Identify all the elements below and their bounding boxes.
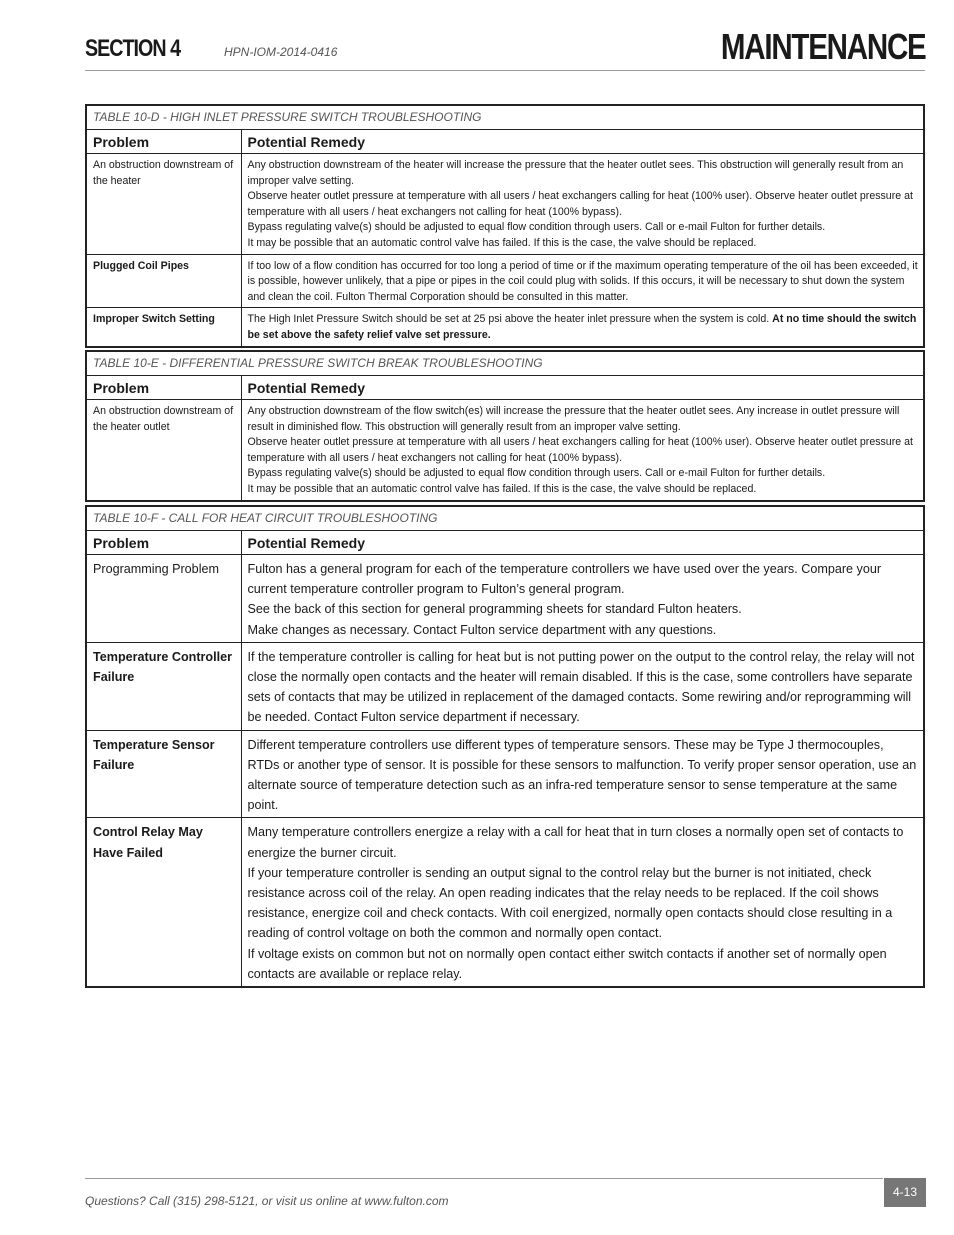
column-header-remedy: Potential Remedy [241,130,924,154]
problem-cell: Improper Switch Setting [86,308,241,347]
table-10e-differential-pressure [85,350,925,502]
table-caption: TABLE 10-F - CALL FOR HEAT CIRCUIT TROUBLESHOOTING [86,506,924,531]
remedy-paragraph: Observe heater outlet pressure at temperature with all users / heat exchangers calling for heat (100% user). Observe heater outlet pressure at temperature with all users / heat exchangers not calling for heat (100% bypass). [247,436,913,464]
table-row [86,254,924,308]
remedy-paragraph: If too low of a flow condition has occurred for too long a period of time or if the maximum operating temperature of the oil has been exceeded, it is possible, however unlikely, that a pipe or pipes in the coil could plug with solids. If this occurs, it will be necessary to shut down the system and clean the coil. Fulton Thermal Corporation should be consulted in this matter. [247,259,918,303]
remedy-cell [241,308,924,347]
problem-cell: Temperature Controller Failure [86,642,241,730]
remedy-cell [241,555,924,643]
table-10f-call-for-heat [85,505,925,988]
table-row [86,642,924,730]
remedy-cell [241,400,924,501]
chapter-title: MAINTENANCE [720,26,925,67]
problem-cell: An obstruction downstream of the heater [86,154,241,255]
remedy-paragraph: If your temperature controller is sending an output signal to the control relay but the burner is not initiated, check resistance across coil of the relay. An open reading indicates that the relay needs to be replaced. If the coil shows resistance, energize coil and check contacts. With coil energized, normally open contacts should close resulting in a reading of control voltage on both the common and normally open contact. [247,865,893,941]
column-header-remedy: Potential Remedy [241,376,924,400]
remedy-paragraph: Any obstruction downstream of the flow switch(es) will increase the pressure that the heater outlet sees. Any increase in outlet pressure will result in diminished flow. This obstruction will generally result from an improper valve setting. [247,405,900,433]
remedy-paragraph: Observe heater outlet pressure at temperature with all users / heat exchangers calling for heat (100% user). Observe heater outlet pressure at temperature with all users / heat exchangers not calling for heat (100% bypass). [247,190,913,218]
table-10d-high-inlet-pressure [85,104,925,348]
remedy-cell [241,254,924,308]
remedy-paragraph: Bypass regulating valve(s) should be adjusted to equal flow condition through users. Call or e-mail Fulton for further details. [247,467,826,480]
remedy-cell [241,730,924,818]
section-label: SECTION 4 [85,35,181,62]
remedy-paragraph: It may be possible that an automatic control valve has failed. If this is the case, the valve should be replaced. [247,236,757,249]
remedy-paragraph: See the back of this section for general programming sheets for standard Fulton heaters. [247,602,742,617]
problem-cell: Temperature Sensor Failure [86,730,241,818]
remedy-cell [241,642,924,730]
remedy-cell [241,818,924,987]
footer-divider [85,1178,883,1179]
page-header [85,26,925,71]
problem-cell: Control Relay May Have Failed [86,818,241,987]
remedy-paragraph: Make changes as necessary. Contact Fulton service department with any questions. [247,622,717,637]
problem-cell: An obstruction downstream of the heater outlet [86,400,241,501]
table-row [86,154,924,255]
document-id: HPN-IOM-2014-0416 [224,45,338,59]
table-row [86,400,924,501]
column-header-problem: Problem [86,376,241,400]
remedy-paragraph: Many temperature controllers energize a relay with a call for heat that in turn closes a normally open set of contacts to energize the burner circuit. [247,825,904,860]
table-row [86,730,924,818]
page-number: 4-13 [884,1178,926,1207]
remedy-text: The High Inlet Pressure Switch should be set at 25 psi above the heater inlet pressure when the system is cold. [247,313,773,326]
remedy-paragraph: If the temperature controller is calling for heat but is not putting power on the output to the control relay, the relay will not close the normally open contacts and the heater will remain disabled. If this is the case, some controllers have separate sets of contacts that may be utilized in replacement of the damaged contacts. Some rewiring and/or reprogramming will be needed. Contact Fulton service department if necessary. [247,649,915,725]
remedy-paragraph: It may be possible that an automatic control valve has failed. If this is the case, the valve should be replaced. [247,482,757,495]
footer-contact: Questions? Call (315) 298-5121, or visit us online at www.fulton.com [85,1194,449,1208]
remedy-paragraph: Bypass regulating valve(s) should be adjusted to equal flow condition through users. Call or e-mail Fulton for further details. [247,221,826,234]
remedy-cell [241,154,924,255]
table-row [86,818,924,987]
remedy-paragraph: Any obstruction downstream of the heater will increase the pressure that the heater outlet sees. This obstruction will generally result from an improper valve setting. [247,159,904,187]
remedy-paragraph: If voltage exists on common but not on normally open contact either switch contacts if another set of normally open contacts are available or replace relay. [247,946,887,981]
remedy-warning: At no time should the switch be set above the safety relief valve set pressure. [247,313,917,341]
table-caption: TABLE 10-E - DIFFERENTIAL PRESSURE SWITCH BREAK TROUBLESHOOTING [86,351,924,376]
column-header-remedy: Potential Remedy [241,531,924,555]
problem-cell: Plugged Coil Pipes [86,254,241,308]
column-header-problem: Problem [86,531,241,555]
table-row [86,555,924,643]
table-row [86,308,924,347]
column-header-problem: Problem [86,130,241,154]
remedy-paragraph: Fulton has a general program for each of the temperature controllers we have used over the years. Compare your current temperature controller program to Fulton’s general program. [247,562,882,597]
problem-cell: Programming Problem [86,555,241,643]
remedy-paragraph: Different temperature controllers use different types of temperature sensors. These may be Type J thermocouples, RTDs or another type of sensor. It is possible for these sensors to malfunction. To verify proper sensor operation, use an alternate source of temperature detection such as an infra-red temperature sensor to sense temperature at the same point. [247,737,917,813]
table-caption: TABLE 10-D - HIGH INLET PRESSURE SWITCH TROUBLESHOOTING [86,105,924,130]
